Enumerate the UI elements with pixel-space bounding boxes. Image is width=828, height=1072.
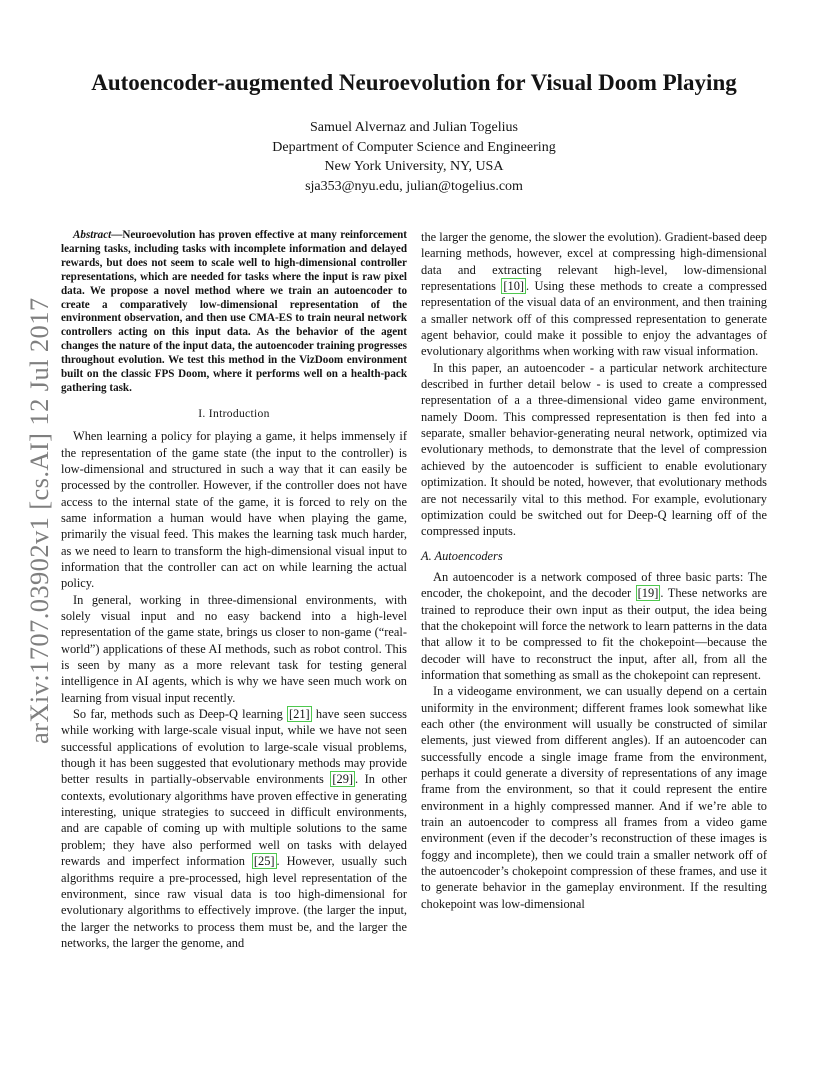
- citation-link[interactable]: [19]: [637, 586, 659, 601]
- right-column: [421, 229, 767, 912]
- text-run: . Using these methods to create a compressed representation of the visual data of an environment, and then training a smaller network off of this compressed representation to generate agent behavior, could make it possible to enjoy the advantages of evolutionary algorithms when working with raw visual information.: [421, 279, 768, 359]
- text-run: An autoencoder is a network composed of three basic parts: The encoder, the chokepoint, and the decoder: [421, 569, 767, 601]
- text-run: the larger the genome, the slower the evolution). Gradient-based deep learning methods, however, excel at compressing high-dimensional data and extracting relevant high-level, low-dimensional representations: [421, 230, 767, 294]
- intro-paragraph-3: [61, 706, 407, 951]
- intro-paragraph-1: When learning a policy for playing a game, it helps immensely if the representation of the game state (the input to the controller) is low-dimensional and structured in such a way that it can easily be processed by the controller. However, if the controller does not have access to the internal state of the game, it is forced to rely on the same information a human would have when playing the game, primarily the visual feed. This makes the learning task much harder, as we need to learn to transform the high-dimensional visual input to information that the controller can act on while learning the actual policy.: [61, 429, 407, 591]
- subsection-heading-autoencoders: A. Autoencoders: [421, 548, 503, 563]
- autoencoders-paragraph-1: [421, 569, 767, 683]
- paper-title: Autoencoder-augmented Neuroevolution for Visual Doom Playing: [91, 70, 737, 95]
- citation-link[interactable]: [29]: [332, 772, 354, 787]
- abstract-text: —Neuroevolution has proven effective at many reinforcement learning tasks, including tasks with incomplete information and delayed rewards, but does not seem to scale well to high-dimensional controller representations, which are needed for tasks where the input is raw pixel data. We propose a novel method where we train an autoencoder to create a comparatively low-dimensional representation of the environment observation, and then use CMA-ES to train neural network controllers acting on this input data. As the behavior of the agent changes the nature of the input data, the autoencoder training progresses throughout evolution. We test this method in the VizDoom environment built on the classic FPS Doom, where it performs well on a health-pack gathering task.: [61, 229, 407, 394]
- citation-link[interactable]: [10]: [503, 279, 525, 294]
- author-names: Samuel Alvernaz and Julian Togelius: [310, 120, 518, 135]
- text-run: . In other contexts, evolutionary algorithms have proven effective in generating interesting, unique strategies to succeed in difficult environments, and are capable of coming up with multiple solutions to the same problem; they have also performed well on tasks with delayed rewards and imperfect information: [61, 772, 407, 869]
- author-department: Department of Computer Science and Engineering: [272, 139, 556, 155]
- abstract: [61, 229, 407, 396]
- intro-paragraph-3-continued: [421, 229, 767, 360]
- text-run: . These networks are trained to reproduce their own input as their output, the idea being that the chokepoint will force the network to learn patterns in the data that allow it to be compressed to fit the chokepoint—because the decoder will have to reconstruct the input, after all, from all the information that something as small as the chokepoint can represent.: [421, 586, 767, 682]
- autoencoders-paragraph-2: In a videogame environment, we can usually depend on a certain uniformity in the environment; different frames look somewhat like each other (the environment will usually be constructed of similar elements, just viewed from different angles). If an autoencoder can successfully encode a single image frame from the environment, perhaps it could generate a diversity of representations of any image frame from the environment, so that it could represent the entire environment in a highly compressed manner. And if we’re able to train an autoencoder to compress all frames from a video game environment (even if the decoder’s reconstruction of these images is foggy and incomplete), then we could train a smaller network off of the autoencoder’s chokepoint compression of these frames, and use it to generate behavior in the gameplay environment. If the resulting chokepoint was low-dimensional: [421, 684, 767, 911]
- citation-link[interactable]: [21]: [289, 707, 310, 722]
- left-column: [61, 229, 407, 951]
- citation-link[interactable]: [25]: [253, 854, 275, 869]
- author-university: New York University, NY, USA: [324, 159, 504, 174]
- abstract-label: Abstract: [73, 229, 112, 241]
- arxiv-identifier-stamp: arXiv:1707.03902v1 [cs.AI] 12 Jul 2017: [24, 297, 54, 744]
- text-run: . However, usually such algorithms require a pre-processed, high level representation of the environment, since raw visual data is too high-dimensional for evolutionary algorithms to effectively improve. (the larger the input, the larger the networks to process them must be, and the larger the networks, the larger the genome, and: [61, 854, 407, 950]
- intro-paragraph-2: In general, working in three-dimensional environments, with solely visual input and no easy backend into a high-level representation of the game state, brings us closer to non-game (“real-world”) applications of these AI methods, such as robot control. This is seen by many as a more relevant task for testing general intelligence in AI agents, which is why we have seen much work on learning from visual input recently.: [61, 592, 407, 705]
- section-heading-introduction: I. Introduction: [198, 406, 270, 420]
- author-block: [200, 118, 628, 196]
- author-emails: sja353@nyu.edu, julian@togelius.com: [305, 178, 523, 194]
- text-run: have seen success while working with large-scale visual input, while we have not seen successful applications of evolution to large-scale visual problems, though it has been suggested that evolutionary methods may provide better results in partially-observable environments: [61, 707, 408, 787]
- intro-paragraph-4: In this paper, an autoencoder - a particular network architecture described in further detail below - is used to create a compressed representation of a a three-dimensional video game environment, namely Doom. This compressed representation is then fed into a separate, smaller behavior-generating neural network, optimized via evolutionary methods, to demonstrate that the level of compression achieved by the autoencoder is sufficient to enable evolutionary optimization. It should be noted, however, that evolutionary methods are not necessarily vital to this method. For example, evolutionary optimization could be switched out for Deep-Q learning off of the compressed inputs.: [421, 360, 767, 539]
- text-run: So far, methods such as Deep-Q learning: [73, 707, 288, 722]
